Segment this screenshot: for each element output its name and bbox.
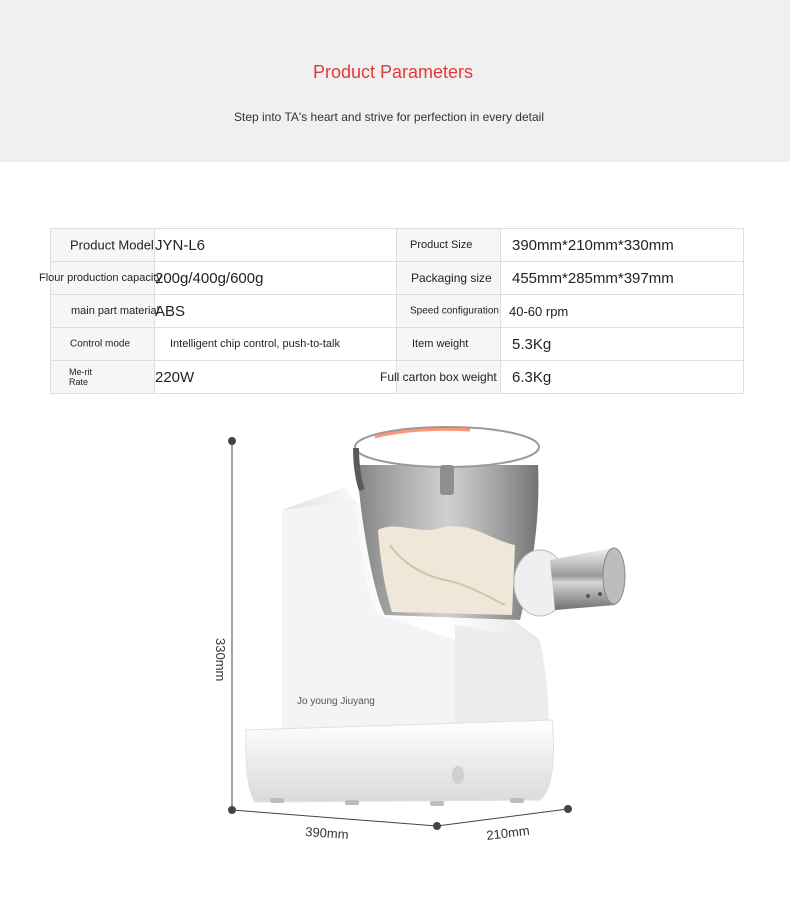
spec-value: Intelligent chip control, push-to-talk	[155, 328, 397, 361]
spec-value: JYN-L6	[155, 229, 397, 262]
header-banner	[0, 0, 790, 162]
spec-table	[39, 228, 744, 394]
table-row	[51, 328, 744, 361]
table-row	[51, 361, 744, 394]
page-subtitle: Step into TA's heart and strive for perfection in every detail	[233, 110, 544, 124]
noodle-maker-illustration	[0, 420, 790, 905]
merit-rate-label: Me-rit Rate	[69, 367, 92, 387]
page-title: Product Parameters	[312, 62, 474, 82]
spec-label: Speed configuration	[397, 295, 501, 328]
spec-value: 6.3Kg	[501, 361, 744, 394]
spec-value: 390mm*210mm*330mm	[501, 229, 744, 262]
table-row	[51, 262, 744, 295]
spec-label: Flour production capacity	[51, 262, 155, 295]
height-dimension-label: 330mm	[213, 638, 228, 682]
spec-label: Control mode	[51, 328, 155, 361]
spec-value: ABS	[155, 295, 397, 328]
table-row	[51, 295, 744, 328]
width-dimension-label: 390mm	[304, 824, 350, 843]
depth-dimension-label: 210mm	[485, 822, 531, 843]
tank-lid	[355, 427, 539, 467]
spec-value: 455mm*285mm*397mm	[501, 262, 744, 295]
base	[246, 720, 554, 802]
spec-label: main part material	[51, 295, 155, 328]
spec-label: Item weight	[397, 328, 501, 361]
spec-value: 5.3Kg	[501, 328, 744, 361]
brand-text: Jo young Jiuyang	[297, 696, 375, 707]
spec-value: 40-60 rpm	[501, 295, 744, 328]
spec-label: Product Model	[51, 229, 155, 262]
spec-label: Product Size	[397, 229, 501, 262]
spec-label: Full carton box weight	[397, 361, 501, 394]
product-illustration-area	[0, 420, 790, 905]
spec-value: 220W	[155, 361, 397, 394]
spec-label: Packaging size	[397, 262, 501, 295]
table-row	[51, 229, 744, 262]
spec-value: 200g/400g/600g	[155, 262, 397, 295]
spec-label	[51, 361, 155, 394]
